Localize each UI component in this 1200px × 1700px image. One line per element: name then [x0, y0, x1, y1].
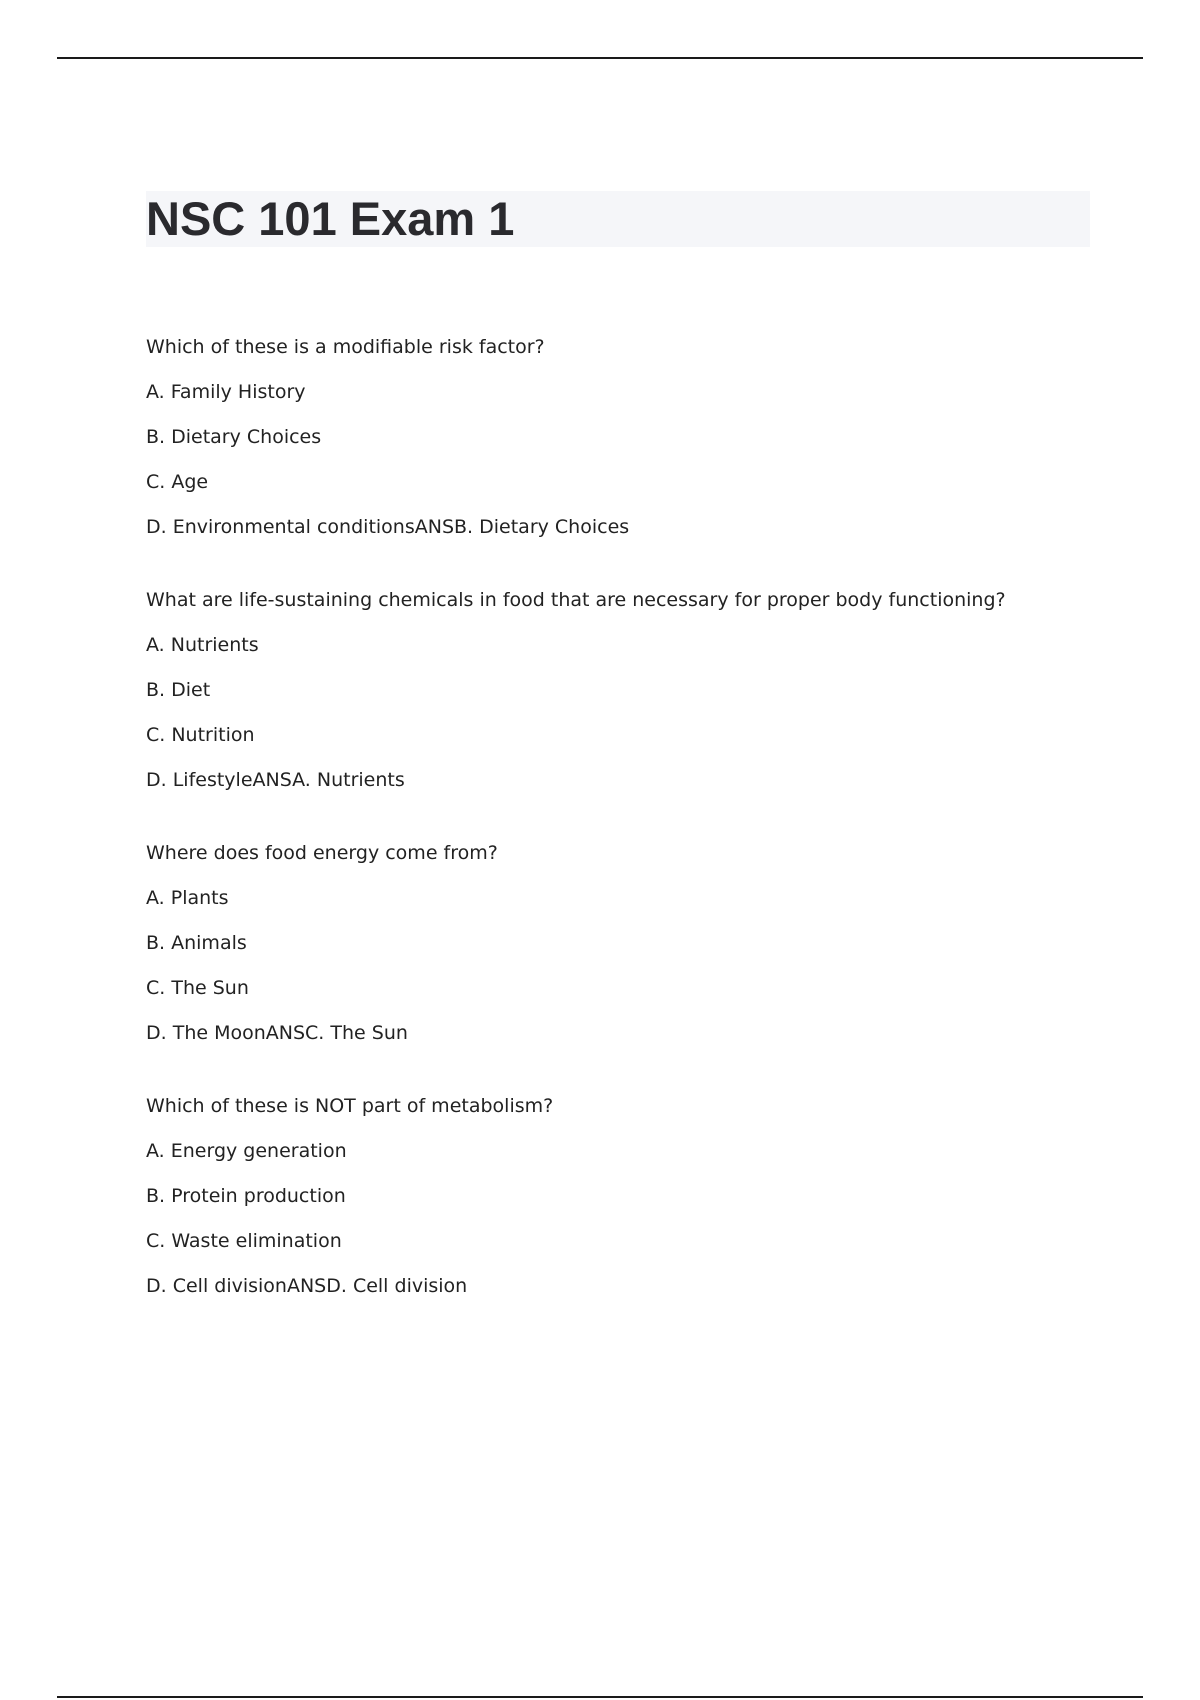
- question-prompt: What are life-sustaining chemicals in food that are necessary for proper body functioning?: [146, 589, 1006, 611]
- answer-option: A. Energy generation: [146, 1140, 347, 1162]
- answer-option-with-key: D. Cell divisionANSD. Cell division: [146, 1275, 468, 1297]
- answer-option: A. Plants: [146, 887, 229, 909]
- answer-option: B. Diet: [146, 679, 211, 701]
- answer-option: C. The Sun: [146, 977, 249, 999]
- answer-option-with-key: D. LifestyleANSA. Nutrients: [146, 769, 405, 791]
- footer-rule: [57, 1696, 1143, 1698]
- answer-option: B. Dietary Choices: [146, 426, 322, 448]
- question-block-2: [146, 589, 1106, 791]
- answer-option-with-key: D. The MoonANSC. The Sun: [146, 1022, 408, 1044]
- header-rule: [57, 57, 1143, 59]
- answer-option: C. Waste elimination: [146, 1230, 342, 1252]
- document-title: NSC 101 Exam 1: [146, 192, 515, 245]
- question-block-1: [146, 336, 1106, 538]
- answer-option: A. Family History: [146, 381, 306, 403]
- answer-option: A. Nutrients: [146, 634, 259, 656]
- answer-option: B. Protein production: [146, 1185, 346, 1207]
- question-block-3: [146, 842, 1106, 1044]
- answer-option-with-key: D. Environmental conditionsANSB. Dietary Choices: [146, 516, 630, 538]
- question-prompt: Where does food energy come from?: [146, 842, 498, 864]
- question-prompt: Which of these is NOT part of metabolism?: [146, 1095, 554, 1117]
- answer-option: C. Nutrition: [146, 724, 255, 746]
- answer-option: B. Animals: [146, 932, 247, 954]
- answer-option: C. Age: [146, 471, 209, 493]
- question-list: [146, 336, 1106, 1348]
- question-prompt: Which of these is a modifiable risk factor?: [146, 336, 545, 358]
- question-block-4: [146, 1095, 1106, 1297]
